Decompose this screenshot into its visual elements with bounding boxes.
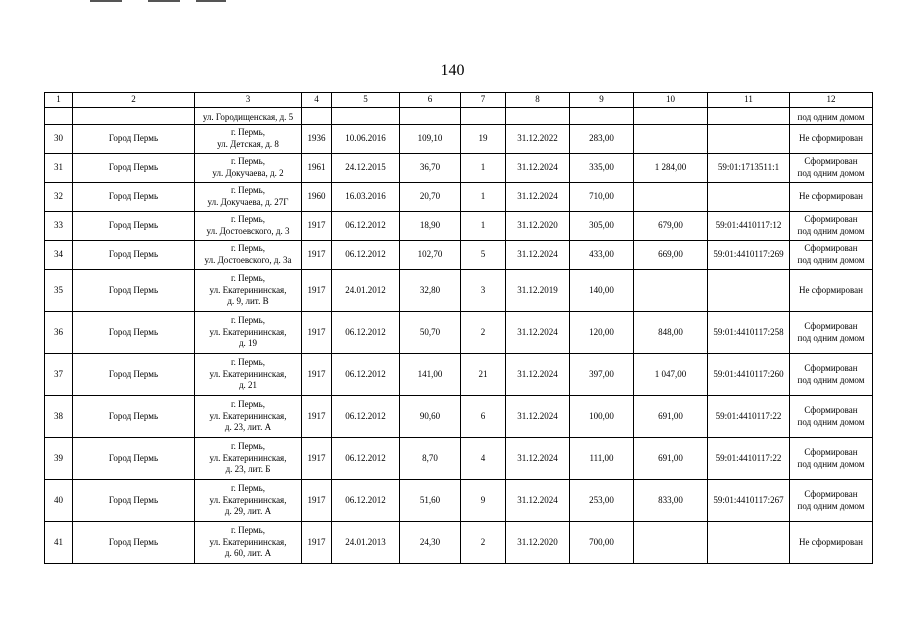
cell-city: Город Пермь: [73, 480, 195, 522]
status-line: Сформирован: [804, 446, 858, 457]
cell-empty: [45, 108, 73, 125]
cell-year: 1961: [302, 154, 332, 183]
cell-address: [195, 241, 302, 270]
address-line: д. 21: [238, 380, 258, 391]
address-line: ул. Докучаева, д. 2: [212, 168, 284, 178]
address-line: ул. Екатерининская,: [209, 452, 287, 463]
cell-cadastral: 59:01:4410117:260: [708, 354, 790, 396]
status-line: под одним домом: [797, 168, 865, 178]
cell-year: 1917: [302, 270, 332, 312]
cell-land-area: 833,00: [634, 480, 708, 522]
cell-year: 1917: [302, 312, 332, 354]
cell-year: 1936: [302, 125, 332, 154]
cell-cost: 433,00: [570, 241, 634, 270]
cell-empty: [400, 108, 461, 125]
address-line: г. Пермь,: [230, 314, 266, 325]
table-row: [45, 183, 873, 212]
address-line: д. 23, лит. Б: [225, 464, 271, 475]
cell-year: 1917: [302, 241, 332, 270]
cell-date: 06.12.2012: [332, 396, 400, 438]
table-row: [45, 312, 873, 354]
cell-city: Город Пермь: [73, 354, 195, 396]
status-line: под одним домом: [797, 374, 865, 385]
cell-no: 33: [45, 212, 73, 241]
cell-area: 32,80: [400, 270, 461, 312]
cell-count: 1: [461, 154, 506, 183]
status-line: Сформирован: [804, 488, 858, 499]
cell-cadastral: 59:01:4410117:269: [708, 241, 790, 270]
address-line: д. 23, лит. А: [224, 422, 272, 433]
cell-year: 1917: [302, 480, 332, 522]
cell-address: [195, 354, 302, 396]
cell-no: 40: [45, 480, 73, 522]
address-line: д. 60, лит. А: [224, 548, 272, 559]
table-row: [45, 522, 873, 564]
continuation-row: [45, 108, 873, 125]
cell-cadastral: [708, 125, 790, 154]
column-header: 12: [790, 93, 873, 108]
cell-year: 1917: [302, 438, 332, 480]
table-body: [45, 93, 873, 564]
cell-status: [790, 522, 873, 564]
address-line: г. Пермь,: [230, 272, 266, 283]
cell-land-area: 669,00: [634, 241, 708, 270]
cell-address: [195, 183, 302, 212]
status-line: Сформирован: [804, 404, 858, 415]
table-row: [45, 396, 873, 438]
register-table: [44, 92, 873, 564]
cell-no: 38: [45, 396, 73, 438]
cell-count: 2: [461, 522, 506, 564]
cell-city: Город Пермь: [73, 125, 195, 154]
cell-date: 06.12.2012: [332, 354, 400, 396]
cell-empty: [73, 108, 195, 125]
cell-city: Город Пермь: [73, 438, 195, 480]
cell-date: 06.12.2012: [332, 438, 400, 480]
address-line: ул. Детская, д. 8: [217, 139, 279, 149]
cell-city: Город Пермь: [73, 241, 195, 270]
cell-area: 102,70: [400, 241, 461, 270]
cell-no: 36: [45, 312, 73, 354]
status-line: Сформирован: [804, 243, 858, 254]
cell-cost: 120,00: [570, 312, 634, 354]
status-line: под одним домом: [797, 226, 865, 236]
cell-status: [790, 396, 873, 438]
cell-area: 18,90: [400, 212, 461, 241]
continuation-address: ул. Городищенская, д. 5: [195, 108, 302, 125]
cell-year: 1960: [302, 183, 332, 212]
cell-status: [790, 154, 873, 183]
cell-no: 34: [45, 241, 73, 270]
cell-land-area: 848,00: [634, 312, 708, 354]
cell-count: 9: [461, 480, 506, 522]
cell-status: [790, 212, 873, 241]
cell-cost: 305,00: [570, 212, 634, 241]
status-line: Не сформирован: [799, 284, 863, 295]
table-row: [45, 270, 873, 312]
column-header: 6: [400, 93, 461, 108]
status-line: под одним домом: [797, 255, 865, 265]
address-line: ул. Достоевского, д. 3а: [204, 255, 292, 265]
table-row: [45, 125, 873, 154]
cell-empty: [708, 108, 790, 125]
cell-deadline: 31.12.2020: [506, 212, 570, 241]
cell-date: 06.12.2012: [332, 312, 400, 354]
cell-count: 4: [461, 438, 506, 480]
cell-address: [195, 212, 302, 241]
status-line: Сформирован: [804, 214, 858, 225]
cell-cadastral: 59:01:4410117:267: [708, 480, 790, 522]
cell-address: [195, 270, 302, 312]
continuation-status: под одним домом: [790, 108, 873, 125]
status-line: Не сформирован: [799, 191, 863, 202]
table-row: [45, 241, 873, 270]
cell-land-area: 691,00: [634, 396, 708, 438]
cell-date: 06.12.2012: [332, 241, 400, 270]
cell-deadline: 31.12.2024: [506, 480, 570, 522]
cell-address: [195, 125, 302, 154]
cell-deadline: 31.12.2024: [506, 183, 570, 212]
cell-count: 6: [461, 396, 506, 438]
cell-cadastral: 59:01:4410117:22: [708, 396, 790, 438]
cell-land-area: 679,00: [634, 212, 708, 241]
status-line: под одним домом: [797, 332, 865, 343]
address-line: д. 9, лит. В: [227, 296, 269, 307]
cell-date: 24.12.2015: [332, 154, 400, 183]
cell-date: 10.06.2016: [332, 125, 400, 154]
address-line: г. Пермь,: [230, 185, 266, 196]
cell-land-area: [634, 183, 708, 212]
cell-city: Город Пермь: [73, 522, 195, 564]
cell-cost: 253,00: [570, 480, 634, 522]
address-line: г. Пермь,: [230, 214, 266, 225]
cell-empty: [461, 108, 506, 125]
address-line: г. Пермь,: [230, 482, 266, 493]
cell-city: Город Пермь: [73, 312, 195, 354]
cell-cadastral: 59:01:4410117:22: [708, 438, 790, 480]
table-row: [45, 438, 873, 480]
cell-status: [790, 312, 873, 354]
cell-status: [790, 438, 873, 480]
column-header: 3: [195, 93, 302, 108]
cell-empty: [302, 108, 332, 125]
cell-deadline: 31.12.2024: [506, 354, 570, 396]
column-header: 4: [302, 93, 332, 108]
cell-no: 31: [45, 154, 73, 183]
cell-cadastral: 59:01:4410117:258: [708, 312, 790, 354]
page-number: 140: [440, 62, 465, 79]
cell-land-area: [634, 125, 708, 154]
cell-deadline: 31.12.2024: [506, 396, 570, 438]
address-line: ул. Докучаева, д. 27Г: [207, 197, 289, 207]
cell-cadastral: [708, 183, 790, 212]
address-line: г. Пермь,: [230, 243, 266, 254]
cell-area: 36,70: [400, 154, 461, 183]
cell-empty: [332, 108, 400, 125]
cell-cost: 111,00: [570, 438, 634, 480]
cell-count: 1: [461, 212, 506, 241]
cell-count: 3: [461, 270, 506, 312]
cell-empty: [506, 108, 570, 125]
cell-address: [195, 154, 302, 183]
cell-deadline: 31.12.2024: [506, 241, 570, 270]
address-line: г. Пермь,: [230, 524, 266, 535]
column-header: 7: [461, 93, 506, 108]
status-line: под одним домом: [797, 458, 865, 469]
cell-count: 2: [461, 312, 506, 354]
address-line: ул. Екатерининская,: [209, 284, 287, 295]
address-line: ул. Екатерининская,: [209, 494, 287, 505]
cell-year: 1917: [302, 212, 332, 241]
cell-date: 24.01.2012: [332, 270, 400, 312]
cell-cost: 100,00: [570, 396, 634, 438]
address-line: ул. Достоевского, д. 3: [206, 226, 290, 236]
status-line: Сформирован: [804, 320, 858, 331]
cell-address: [195, 312, 302, 354]
cell-deadline: 31.12.2020: [506, 522, 570, 564]
status-line: Не сформирован: [799, 133, 863, 144]
cell-empty: [570, 108, 634, 125]
column-header: 5: [332, 93, 400, 108]
cell-count: 21: [461, 354, 506, 396]
cell-cost: 335,00: [570, 154, 634, 183]
cell-no: 30: [45, 125, 73, 154]
cell-land-area: [634, 522, 708, 564]
table-row: [45, 354, 873, 396]
cell-count: 1: [461, 183, 506, 212]
cell-city: Город Пермь: [73, 270, 195, 312]
cell-status: [790, 270, 873, 312]
cell-date: 16.03.2016: [332, 183, 400, 212]
cell-empty: [634, 108, 708, 125]
address-line: д. 29, лит. А: [224, 506, 272, 517]
cell-deadline: 31.12.2024: [506, 154, 570, 183]
cell-address: [195, 480, 302, 522]
cell-status: [790, 125, 873, 154]
address-line: д. 19: [238, 338, 258, 349]
cell-area: 8,70: [400, 438, 461, 480]
cell-cadastral: [708, 270, 790, 312]
address-line: г. Пермь,: [230, 440, 266, 451]
cell-no: 37: [45, 354, 73, 396]
column-header: 11: [708, 93, 790, 108]
cell-cost: 283,00: [570, 125, 634, 154]
cell-city: Город Пермь: [73, 212, 195, 241]
cell-area: 20,70: [400, 183, 461, 212]
address-line: г. Пермь,: [230, 127, 266, 138]
cell-date: 06.12.2012: [332, 480, 400, 522]
cell-deadline: 31.12.2024: [506, 438, 570, 480]
status-line: Сформирован: [804, 362, 858, 373]
cell-area: 90,60: [400, 396, 461, 438]
cell-no: 39: [45, 438, 73, 480]
cell-status: [790, 183, 873, 212]
cell-city: Город Пермь: [73, 396, 195, 438]
address-line: ул. Екатерининская,: [209, 368, 287, 379]
column-header: 2: [73, 93, 195, 108]
cell-no: 32: [45, 183, 73, 212]
address-line: г. Пермь,: [230, 356, 266, 367]
table-row: [45, 154, 873, 183]
cell-no: 41: [45, 522, 73, 564]
cell-address: [195, 522, 302, 564]
cell-land-area: 691,00: [634, 438, 708, 480]
address-line: г. Пермь,: [230, 156, 266, 167]
cell-address: [195, 396, 302, 438]
cell-cost: 397,00: [570, 354, 634, 396]
cell-cost: 710,00: [570, 183, 634, 212]
cell-land-area: 1 047,00: [634, 354, 708, 396]
table-row: [45, 212, 873, 241]
cell-area: 24,30: [400, 522, 461, 564]
cell-deadline: 31.12.2022: [506, 125, 570, 154]
cell-land-area: [634, 270, 708, 312]
cell-address: [195, 438, 302, 480]
cell-land-area: 1 284,00: [634, 154, 708, 183]
address-line: г. Пермь,: [230, 398, 266, 409]
cell-year: 1917: [302, 396, 332, 438]
address-line: ул. Екатерининская,: [209, 326, 287, 337]
status-line: под одним домом: [797, 500, 865, 511]
status-line: под одним домом: [797, 416, 865, 427]
cell-date: 06.12.2012: [332, 212, 400, 241]
column-header: 1: [45, 93, 73, 108]
address-line: ул. Екатерининская,: [209, 410, 287, 421]
cell-cadastral: 59:01:1713511:1: [708, 154, 790, 183]
cell-count: 5: [461, 241, 506, 270]
column-header: 10: [634, 93, 708, 108]
status-line: Сформирован: [804, 156, 858, 167]
address-line: ул. Екатерининская,: [209, 536, 287, 547]
cell-area: 109,10: [400, 125, 461, 154]
cell-status: [790, 354, 873, 396]
cell-year: 1917: [302, 522, 332, 564]
cell-year: 1917: [302, 354, 332, 396]
cell-date: 24.01.2013: [332, 522, 400, 564]
cell-cost: 140,00: [570, 270, 634, 312]
cell-no: 35: [45, 270, 73, 312]
cell-count: 19: [461, 125, 506, 154]
header-row: [45, 93, 873, 108]
column-header: 9: [570, 93, 634, 108]
cell-status: [790, 480, 873, 522]
cell-area: 50,70: [400, 312, 461, 354]
cell-area: 51,60: [400, 480, 461, 522]
cell-deadline: 31.12.2024: [506, 312, 570, 354]
cell-status: [790, 241, 873, 270]
column-header: 8: [506, 93, 570, 108]
cell-area: 141,00: [400, 354, 461, 396]
cell-deadline: 31.12.2019: [506, 270, 570, 312]
cell-city: Город Пермь: [73, 183, 195, 212]
cell-cadastral: [708, 522, 790, 564]
cell-city: Город Пермь: [73, 154, 195, 183]
table-row: [45, 480, 873, 522]
status-line: Не сформирован: [799, 536, 863, 547]
cell-cadastral: 59:01:4410117:12: [708, 212, 790, 241]
cell-cost: 700,00: [570, 522, 634, 564]
